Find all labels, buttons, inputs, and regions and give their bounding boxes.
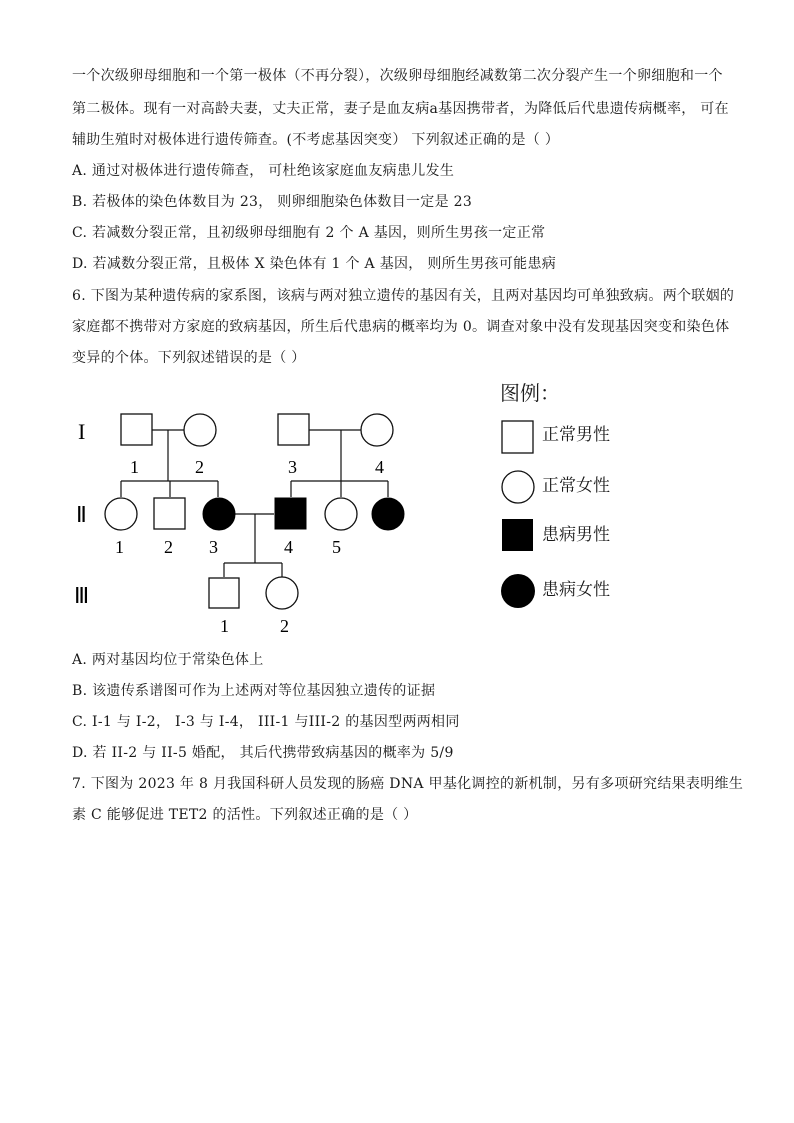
label-iii1: 1	[220, 616, 229, 636]
q6-option-b: B. 该遗传系谱图可作为上述两对等位基因独立遗传的证据	[72, 683, 436, 699]
label-i3: 3	[288, 457, 297, 477]
label-ii3: 3	[209, 537, 218, 557]
q6-option-a: A. 两对基因均位于常染色体上	[72, 652, 264, 668]
label-ii1: 1	[115, 537, 124, 557]
q6-stem-line-1: 6. 下图为某种遗传病的家系图，该病与两对独立遗传的基因有关，且两对基因均可单独致病。两个联姻的	[72, 288, 735, 304]
generation-label-ii: Ⅱ	[76, 502, 87, 527]
legend-symbols	[500, 418, 536, 618]
label-ii4: 4	[284, 537, 293, 557]
q5-option-d: D. 若减数分裂正常，且极体 X 染色体有 1 个 A 基因， 则所生男孩可能患病	[72, 256, 557, 272]
legend-label-affected-male: 患病男性	[542, 525, 610, 545]
generation-label-i: I	[78, 419, 86, 444]
individual-i3-normal-male	[278, 414, 309, 445]
individual-ii1-normal-female	[105, 498, 137, 530]
q7-stem-line-1: 7. 下图为 2023 年 8 月我国科研人员发现的肠癌 DNA 甲基化调控的新机制，另有多项研究结果表明维生	[72, 776, 744, 792]
q5-option-a: A. 通过对极体进行遗传筛查， 可杜绝该家庭血友病患儿发生	[72, 163, 455, 179]
label-iii2: 2	[280, 616, 289, 636]
q5-option-c: C. 若减数分裂正常，且初级卵母细胞有 2 个 A 基因，则所生男孩一定正常	[72, 225, 546, 241]
legend-affected-male-symbol	[502, 519, 533, 551]
q6-option-c: C. I-1 与 I-2， I-3 与 I-4， III-1 与III-2 的基因型两两相同	[72, 714, 460, 730]
label-ii2: 2	[164, 537, 173, 557]
q7-stem-line-2: 素 C 能够促进 TET2 的活性。下列叙述正确的是（ ）	[72, 807, 418, 823]
legend-label-normal-male: 正常男性	[542, 425, 610, 445]
legend-normal-male-symbol	[502, 421, 533, 453]
legend-label-affected-female: 患病女性	[542, 580, 610, 600]
legend-affected-female-symbol	[501, 574, 535, 608]
label-i1: 1	[130, 457, 139, 477]
individual-i2-normal-female	[184, 414, 216, 446]
individual-ii5-normal-female	[325, 498, 357, 530]
label-i2: 2	[195, 457, 204, 477]
label-i4: 4	[375, 457, 384, 477]
q6-option-d: D. 若 II-2 与 II-5 婚配， 其后代携带致病基因的概率为 5/9	[72, 745, 454, 761]
label-ii5: 5	[332, 537, 341, 557]
legend-normal-female-symbol	[502, 471, 534, 503]
individual-ii4-affected-male	[275, 498, 306, 529]
individual-iii2-normal-female	[266, 577, 298, 609]
q5-intro-line-3: 辅助生殖时对极体进行遗传筛查。(不考虑基因突变） 下列叙述正确的是（ ）	[72, 132, 560, 148]
q5-intro-line-2: 第二极体。现有一对高龄夫妻，丈夫正常，妻子是血友病a基因携带者，为降低后代患遗传病概率， 可在	[72, 101, 729, 117]
q5-intro-line-1: 一个次级卵母细胞和一个第一极体（不再分裂），次级卵母细胞经减数第二次分裂产生一个卵细胞和一个	[72, 68, 723, 84]
individual-i1-normal-male	[121, 414, 152, 445]
individual-i4-normal-female	[361, 414, 393, 446]
q6-stem-line-3: 变异的个体。下列叙述错误的是（ ）	[72, 350, 306, 366]
individual-iii1-normal-male	[209, 578, 239, 608]
generation-label-iii: Ⅲ	[74, 583, 90, 608]
q5-option-b: B. 若极体的染色体数目为 23， 则卵细胞染色体数目一定是 23	[72, 194, 473, 210]
pedigree-chart	[60, 375, 440, 645]
individual-ii2-normal-male	[154, 498, 185, 529]
q6-stem-line-2: 家庭都不携带对方家庭的致病基因，所生后代患病的概率均为 0。调查对象中没有发现基因突变和染色体	[72, 319, 730, 335]
individual-ii6-affected-female	[372, 498, 404, 530]
individual-ii3-affected-female	[203, 498, 235, 530]
legend-label-normal-female: 正常女性	[542, 476, 610, 496]
legend-title: 图例：	[500, 381, 560, 405]
